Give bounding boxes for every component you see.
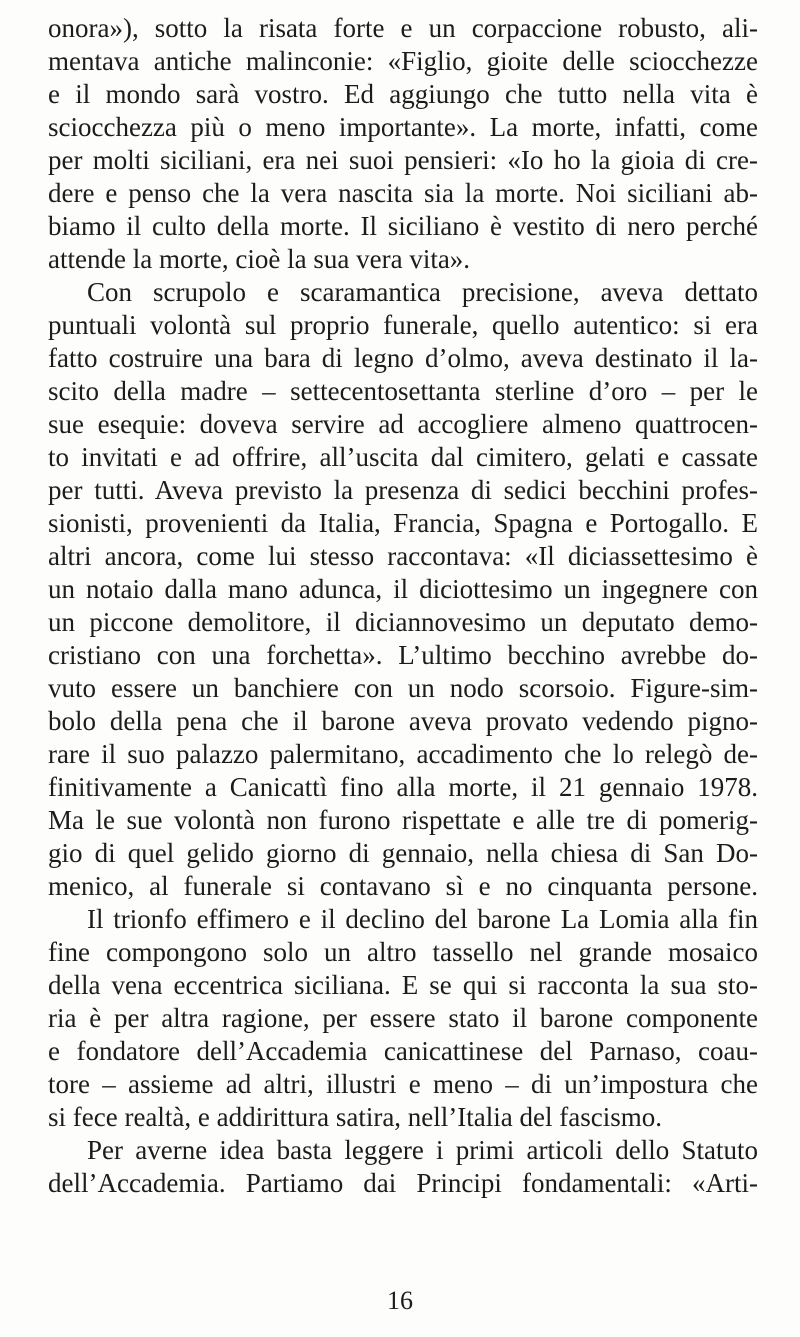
text-line: dell’Accademia. Partiamo dai Principi fondamentali: «Arti- xyxy=(48,1168,758,1198)
text-line: un piccone demolitore, il diciannovesimo un deputato demo- xyxy=(48,607,758,637)
text-line: per molti siciliani, era nei suoi pensieri: «Io ho la gioia di cre- xyxy=(48,145,758,175)
text-line: gio di quel gelido giorno di gennaio, nella chiesa di San Do- xyxy=(48,838,758,868)
text-line: mentava antiche malinconie: «Figlio, gioite delle sciocchezze xyxy=(48,46,758,76)
page-number: 16 xyxy=(387,1286,413,1315)
text-line: rare il suo palazzo palermitano, accadimento che lo relegò de- xyxy=(48,739,758,769)
text-line: puntuali volontà sul proprio funerale, quello autentico: si era xyxy=(48,310,758,340)
text-line: sciocchezza più o meno importante». La morte, infatti, come xyxy=(48,112,758,142)
text-line: si fece realtà, e addirittura satira, nell’Italia del fascismo. xyxy=(48,1102,662,1132)
body-text xyxy=(48,12,758,1200)
text-line: onora»), sotto la risata forte e un corpaccione robusto, ali- xyxy=(48,13,758,43)
text-line: to invitati e ad offrire, all’uscita dal cimitero, gelati e cassate xyxy=(48,442,758,472)
text-line: Per averne idea basta leggere i primi articoli dello Statuto xyxy=(87,1135,758,1165)
text-line: sue esequie: doveva servire ad accogliere almeno quattrocen- xyxy=(48,409,758,439)
paragraph xyxy=(48,903,758,1134)
text-line: menico, al funerale si contavano sì e no cinquanta persone. xyxy=(48,871,758,901)
text-line: cristiano con una forchetta». L’ultimo becchino avrebbe do- xyxy=(48,640,758,670)
text-line: Il trionfo effimero e il declino del barone La Lomia alla fin xyxy=(87,904,758,934)
text-line: attende la morte, cioè la sua vera vita». xyxy=(48,244,471,274)
text-line: Ma le sue volontà non furono rispettate e alle tre di pomerig- xyxy=(48,805,758,835)
text-line: bolo della pena che il barone aveva provato vedendo pigno- xyxy=(48,706,758,736)
text-line: e fondatore dell’Accademia canicattinese del Parnaso, coau- xyxy=(48,1036,758,1066)
text-line: sionisti, provenienti da Italia, Francia, Spagna e Portogallo. E xyxy=(48,508,758,538)
text-line: dere e penso che la vera nascita sia la morte. Noi siciliani ab- xyxy=(48,178,758,208)
text-line: tore – assieme ad altri, illustri e meno – di un’impostura che xyxy=(48,1069,758,1099)
text-line: fine compongono solo un altro tassello nel grande mosaico xyxy=(48,937,758,967)
paragraph xyxy=(48,276,758,903)
text-line: Con scrupolo e scaramantica precisione, aveva dettato xyxy=(87,277,758,307)
text-line: un notaio dalla mano adunca, il diciottesimo un ingegnere con xyxy=(48,574,758,604)
text-line: fatto costruire una bara di legno d’olmo, aveva destinato il la- xyxy=(48,343,758,373)
text-line: ria è per altra ragione, per essere stato il barone componente xyxy=(48,1003,758,1033)
text-line: biamo il culto della morte. Il siciliano è vestito di nero perché xyxy=(48,211,758,241)
paragraph xyxy=(48,12,758,276)
text-line: della vena eccentrica siciliana. E se qui si racconta la sua sto- xyxy=(48,970,758,1000)
text-line: vuto essere un banchiere con un nodo scorsoio. Figure-sim- xyxy=(48,673,758,703)
text-line: scito della madre – settecentosettanta sterline d’oro – per le xyxy=(48,376,758,406)
text-line: altri ancora, come lui stesso raccontava: «Il diciassettesimo è xyxy=(48,541,758,571)
text-line: per tutti. Aveva previsto la presenza di sedici becchini profes- xyxy=(48,475,758,505)
paragraph xyxy=(48,1134,758,1200)
text-line: e il mondo sarà vostro. Ed aggiungo che tutto nella vita è xyxy=(48,79,758,109)
text-line: finitivamente a Canicattì fino alla morte, il 21 gennaio 1978. xyxy=(48,772,758,802)
